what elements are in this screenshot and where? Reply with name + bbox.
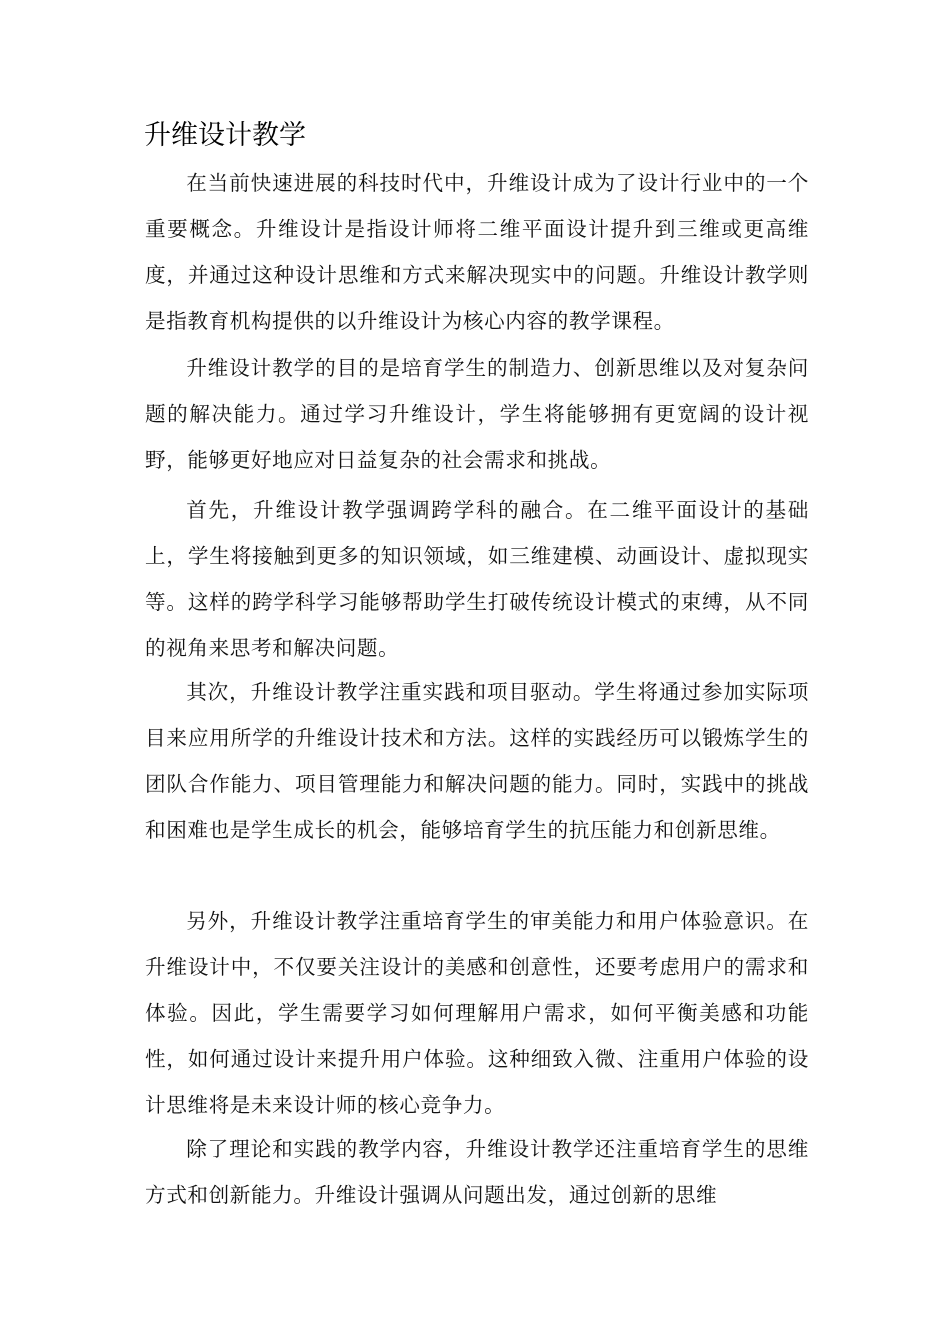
paragraph-thinking: 除了理论和实践的教学内容，升维设计教学还注重培育学生的思维方式和创新能力。升维设计强调从问题出发，通过创新的思维 [145, 1137, 809, 1207]
paragraph-practice: 其次，升维设计教学注重实践和项目驱动。学生将通过参加实际项目来应用所学的升维设计技术和方法。这样的实践经历可以锻炼学生的团队合作能力、项目管理能力和解决问题的能力。同时，实践中的挑战和困难也是学生成长的机会，能够培育学生的抗压能力和创新思维。 [145, 680, 809, 842]
document-title: 升维设计教学 [144, 120, 306, 151]
paragraph-aesthetics: 另外，升维设计教学注重培育学生的审美能力和用户体验意识。在升维设计中，不仅要关注设计的美感和创意性，还要考虑用户的需求和体验。因此，学生需要学习如何理解用户需求，如何平衡美感和功能性，如何通过设计来提升用户体验。这种细致入微、注重用户体验的设计思维将是未来设计师的核心竞争力。 [145, 909, 809, 1117]
paragraph-interdisciplinary: 首先，升维设计教学强调跨学科的融合。在二维平面设计的基础上，学生将接触到更多的知识领域，如三维建模、动画设计、虚拟现实等。这样的跨学科学习能够帮助学生打破传统设计模式的束缚，从不同的视角来思考和解决问题。 [145, 498, 809, 660]
paragraph-purpose: 升维设计教学的目的是培育学生的制造力、创新思维以及对复杂问题的解决能力。通过学习升维设计，学生将能够拥有更宽阔的设计视野，能够更好地应对日益复杂的社会需求和挑战。 [145, 356, 809, 472]
paragraph-intro: 在当前快速进展的科技时代中，升维设计成为了设计行业中的一个重要概念。升维设计是指设计师将二维平面设计提升到三维或更高维度，并通过这种设计思维和方式来解决现实中的问题。升维设计教学则是指教育机构提供的以升维设计为核心内容的教学课程。 [145, 171, 809, 333]
